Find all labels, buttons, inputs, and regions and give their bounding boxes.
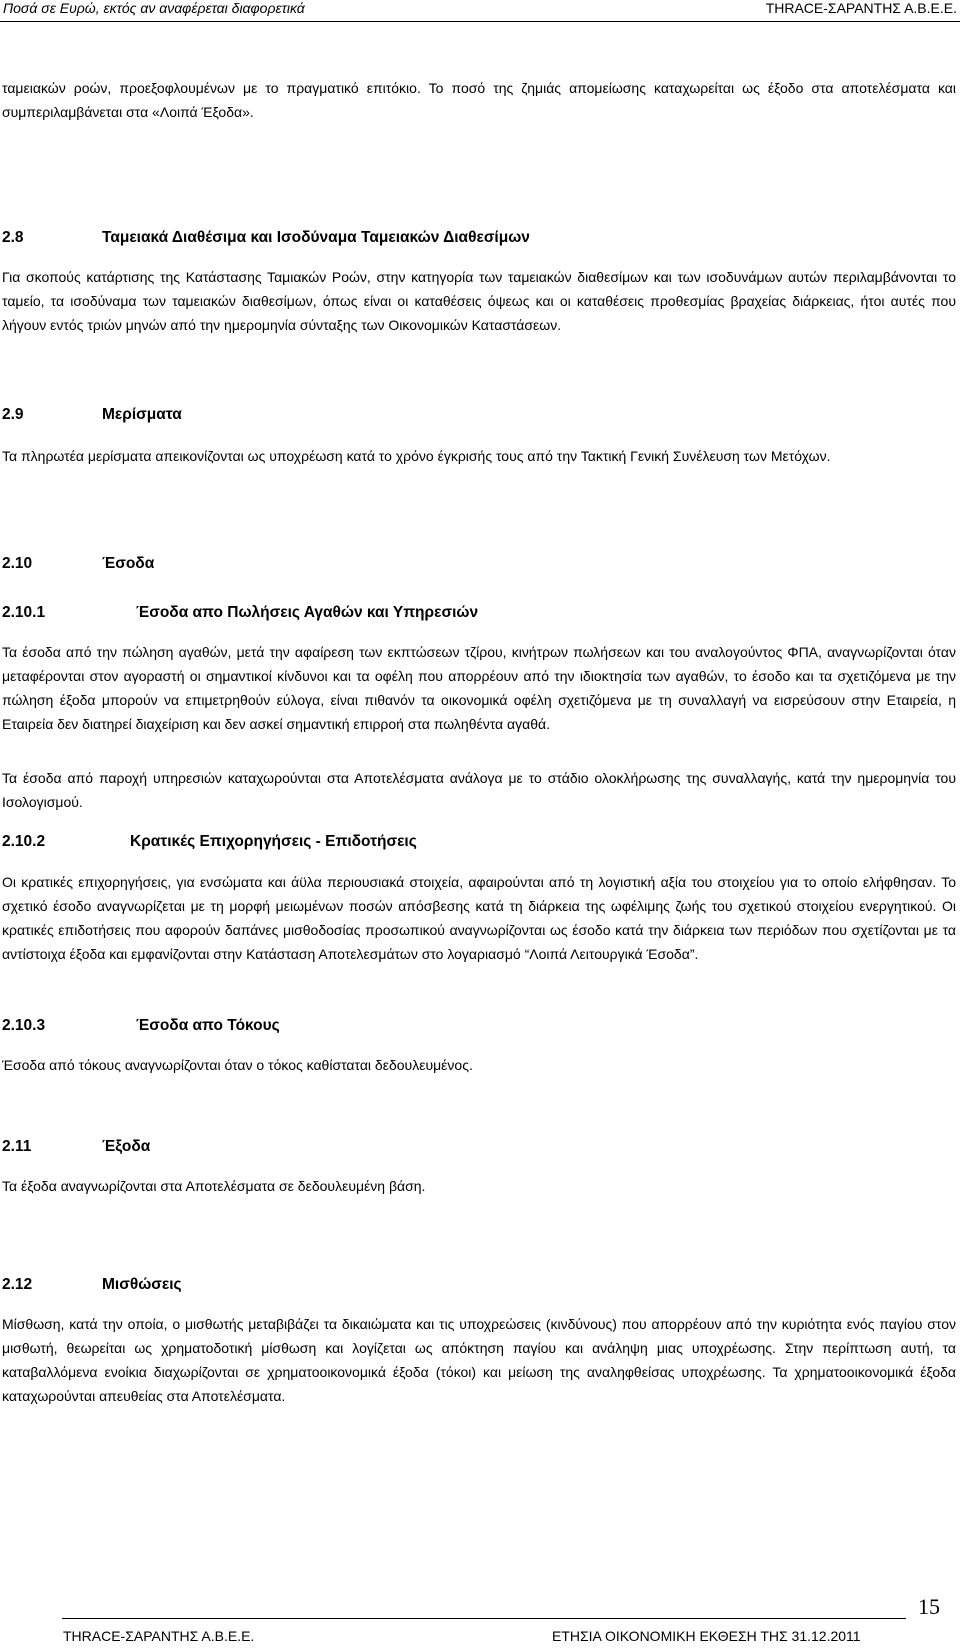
section-2-11-text: Τα έξοδα αναγνωρίζονται στα Αποτελέσματα σε δεδουλευμένη βάση. <box>2 1178 426 1194</box>
section-title: Μισθώσεις <box>102 1276 182 1293</box>
section-number: 2.11 <box>2 1138 32 1155</box>
section-title: Κρατικές Επιχορηγήσεις - Επιδοτήσεις <box>130 833 417 850</box>
section-2-10-heading <box>2 555 155 573</box>
footer-divider <box>62 1618 906 1619</box>
section-2-10-2-heading <box>2 833 417 851</box>
section-number: 2.10.2 <box>2 833 46 850</box>
section-2-8-text: Για σκοπούς κατάρτισης της Κατάστασης Ταμιακών Ροών, στην κατηγορία των ταμειακών διαθεσίμων και των ισοδυνάμων αυτών περιλαμβάνονται το ταμείο, τα ισοδύναμα των ταμειακών διαθεσίμων, όπως είναι οι καταθέσεις όψεως και οι καταθέσεις προθεσμίας βραχείας διάρκειας, ήτοι αυτές που λήγουν εντός τριών μηνών από την ημερομηνία σύνταξης των Οικονομικών Καταστάσεων. <box>2 269 956 333</box>
section-title: Έξοδα <box>102 1138 151 1155</box>
header-company: THRACE-ΣΑΡΑΝΤΗΣ Α.Β.Ε.Ε. <box>765 0 957 16</box>
section-2-10-2-text: Οι κρατικές επιχορηγήσεις, για ενσώματα και άϋλα περιουσιακά στοιχεία, αφαιρούνται από τη λογιστική αξία του στοιχείου για το οποίο ελήφθησαν. Το σχετικό έσοδο αναγνωρίζεται με τη μορφή μειωμένων ποσών απόσβεσης κατά τη διάρκεια της ωφέλιμης ζωής του σχετικού στοιχείου ενεργητικού. Οι κρατικές επιδοτήσεις που αφορούν δαπάνες μισθοδοσίας προσωπικού αναγνωρίζονται ως έσοδο κατά την διάρκεια των περιόδων που σχετίζονται με τα αντίστοιχα έξοδα και εμφανίζονται στην Κατάσταση Αποτελεσμάτων στο λογαριασμό “Λοιπά Λειτουργικά Έσοδα”. <box>2 874 956 962</box>
section-title: Μερίσματα <box>102 406 182 423</box>
section-2-11-heading <box>2 1138 151 1156</box>
section-number: 2.10.3 <box>2 1017 46 1034</box>
section-number: 2.12 <box>2 1276 33 1293</box>
section-2-8-heading <box>2 229 530 247</box>
section-title: Έσοδα <box>102 555 155 572</box>
section-2-10-3-text: Έσοδα από τόκους αναγνωρίζονται όταν ο τόκος καθίσταται δεδουλευμένος. <box>2 1057 473 1073</box>
section-2-9-heading <box>2 406 182 424</box>
section-2-10-3-heading <box>2 1017 280 1035</box>
section-2-9-text: Τα πληρωτέα μερίσματα απεικονίζονται ως υποχρέωση κατά το χρόνο έγκρισής τους από την Τακτική Γενική Συνέλευση των Μετόχων. <box>2 448 831 464</box>
footer-company: THRACE-ΣΑΡΑΝΤΗΣ Α.Β.Ε.Ε. <box>63 1628 255 1644</box>
section-number: 2.10 <box>2 555 33 572</box>
intro-paragraph: ταμειακών ροών, προεξοφλουμένων με το πραγματικό επιτόκιο. Το ποσό της ζημιάς απομείωσης καταχωρείται ως έξοδο στα αποτελέσματα και συμπεριλαμβάνεται στα «Λοιπά Έξοδα». <box>2 80 956 120</box>
section-number: 2.10.1 <box>2 604 46 621</box>
section-2-12-text: Μίσθωση, κατά την οποία, ο μισθωτής μεταβιβάζει τα δικαιώματα και τις υποχρεώσεις (κινδύνους) που απορρέουν από την κυριότητα ενός παγίου στον μισθωτή, θεωρείται ως χρηματοδοτική μίσθωση και λογίζεται ως απόκτηση παγίου και ανάληψη μιας υποχρέωσης. Στην περίπτωση αυτή, τα καταβαλλόμενα ενοίκια διαχωρίζονται σε χρηματοοικονομικά έξοδα (τόκοι) και μείωση της αναληφθείσας υποχρέωσης. Τα χρηματοοικονομικά έξοδα καταχωρούνται απευθείας στα Αποτελέσματα. <box>2 1316 956 1404</box>
footer-report-title: ΕΤΗΣΙΑ ΟΙΚΟΝΟΜΙΚΗ ΕΚΘΕΣΗ ΤΗΣ 31.12.2011 <box>552 1628 861 1644</box>
header-currency-note: Ποσά σε Ευρώ, εκτός αν αναφέρεται διαφορετικά <box>3 0 305 16</box>
section-2-12-heading <box>2 1276 182 1294</box>
page-number: 15 <box>918 1594 940 1619</box>
section-2-10-1-text-1: Τα έσοδα από την πώληση αγαθών, μετά την αφαίρεση των εκπτώσεων τζίρου, κινήτρων πωλήσεων και του αναλογούντος ΦΠΑ, αναγνωρίζονται όταν μεταφέρονται στον αγοραστή οι σημαντικοί κίνδυνοι και τα οφέλη που απορρέουν από την ιδιοκτησία των αγαθών, το έσοδο και τα σχετιζόμενα με την πώληση έξοδα μπορούν να επιμετρηθούν εύλογα, είναι πιθανόν τα οικονομικά οφέλη σχετιζόμενα με τη συναλλαγή να εισρεύσουν στην Εταιρεία, η Εταιρεία δεν διατηρεί διαχείριση και δεν ασκεί σημαντική επιρροή στα πωληθέντα αγαθά. <box>2 644 956 732</box>
section-title: Ταμειακά Διαθέσιμα και Ισοδύναμα Ταμειακών Διαθεσίμων <box>102 229 530 246</box>
header-divider <box>0 21 960 22</box>
page-header <box>0 0 960 20</box>
section-2-10-1-text-2: Τα έσοδα από παροχή υπηρεσιών καταχωρούνται στα Αποτελέσματα ανάλογα με το στάδιο ολοκλήρωσης της συναλλαγής, κατά την ημερομηνία του Ισολογισμού. <box>2 770 956 810</box>
section-2-10-1-heading <box>2 604 479 622</box>
section-title: Έσοδα απο Τόκους <box>136 1017 280 1034</box>
section-number: 2.9 <box>2 406 24 423</box>
section-number: 2.8 <box>2 229 24 246</box>
section-title: Έσοδα απο Πωλήσεις Αγαθών και Υπηρεσιών <box>136 604 479 621</box>
